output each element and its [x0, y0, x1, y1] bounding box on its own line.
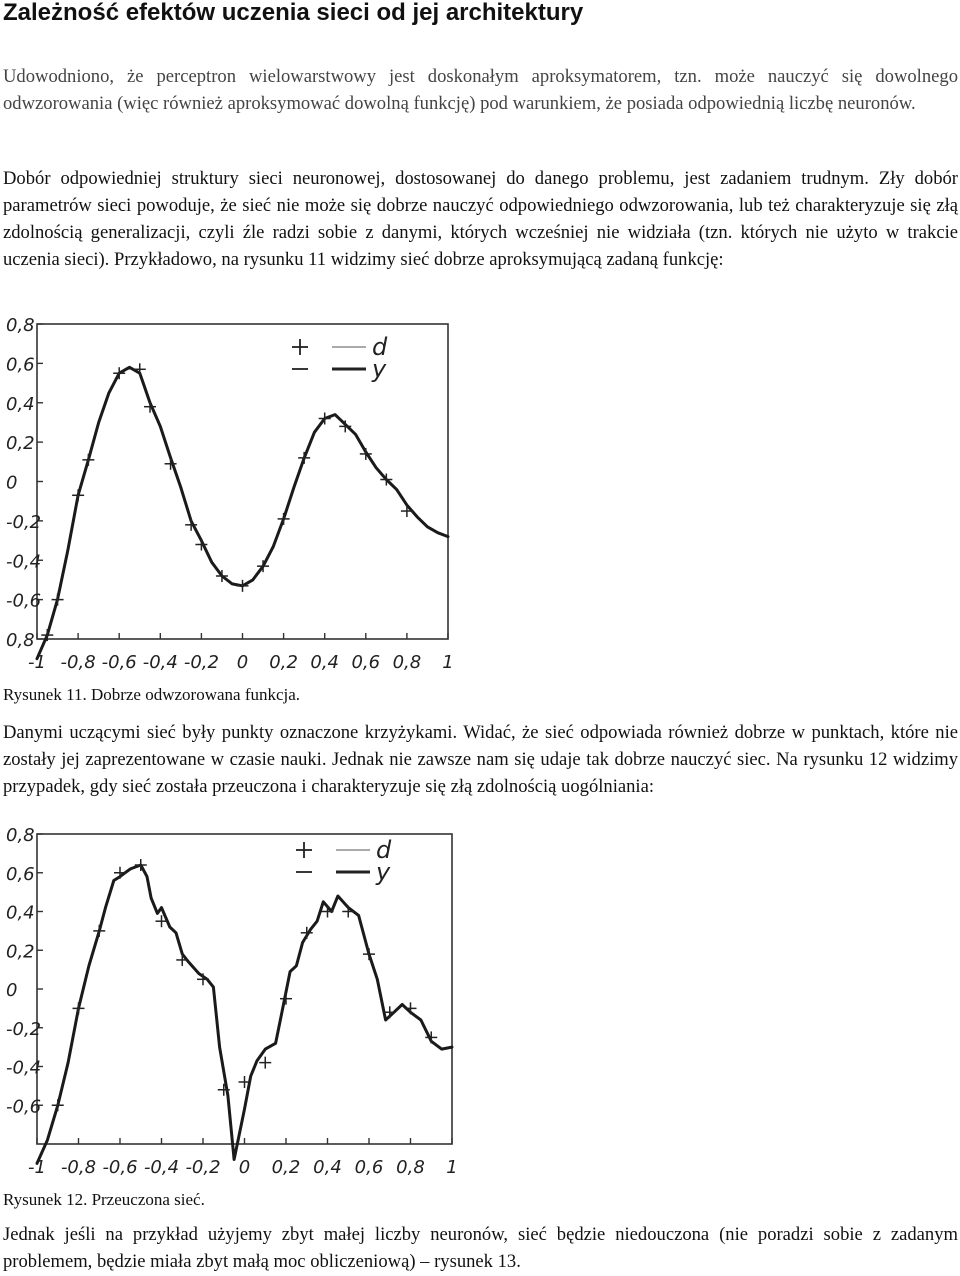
data-point-d [113, 367, 125, 379]
data-point-d [176, 954, 188, 966]
caption-figure-11: Rysunek 11. Dobrze odwzorowana funkcja. [3, 685, 301, 704]
data-point-d [401, 505, 413, 517]
chart-well-fitted-function [0, 306, 470, 678]
data-point-d [259, 1057, 271, 1069]
legend-label-d: d [372, 333, 388, 361]
x-tick-label: 0,4 [313, 1157, 342, 1178]
figure-12 [0, 822, 470, 1184]
data-point-d [52, 594, 64, 606]
x-tick-label: 0,8 [396, 1157, 425, 1178]
legend-label-y: y [376, 858, 391, 886]
series-line-y [37, 367, 448, 658]
x-tick-label: 0,6 [351, 652, 381, 673]
x-tick-label: 0,8 [392, 652, 422, 673]
x-tick-label: -1 [28, 1157, 46, 1178]
x-tick-label: -0,8 [60, 1157, 97, 1178]
data-point-d [72, 489, 84, 501]
x-tick-label: 1 [446, 1157, 458, 1178]
y-tick-label: 0,6 [6, 354, 35, 376]
y-tick-label: 0,8 [6, 630, 35, 651]
y-tick-label: 0,8 [6, 315, 35, 336]
y-tick-label: -0,4 [6, 551, 42, 573]
data-point-d [93, 925, 105, 937]
y-tick-label: 0,2 [6, 433, 35, 455]
paragraph-structure: Dobór odpowiedniej struktury sieci neuronowej, dostosowanej do danego problemu, jest zadaniem trudnym. Zły dobór parametrów sieci powoduje, że sieć nie może się dobrze nauczyć odpowiedniego odwzorowania, lub też charakteryzuje się złą zdolnością generalizacji, czyli źle radzi sobie z danymi, których wcześniej nie widziała (tzn. których nie użyto w trakcie uczenia sieci). Przykładowo, na rysunku 11 widzimy sieć dobrze aproksymującą zadaną funkcję: [3, 168, 958, 270]
y-tick-label: -0,6 [6, 1096, 42, 1118]
x-tick-label: -0,8 [60, 652, 96, 673]
x-tick-label: -0,2 [183, 652, 219, 673]
caption-figure-12: Rysunek 12. Przeuczona sieć. [3, 1190, 205, 1209]
y-tick-label: 0,2 [6, 941, 35, 963]
figure-11 [0, 306, 470, 678]
y-tick-label: 0 [6, 980, 18, 1001]
page-title: Zależność efektów uczenia sieci od jej architektury [3, 0, 584, 26]
data-point-d [237, 580, 249, 592]
legend-label-y: y [372, 355, 387, 383]
paragraph-underfitting: Jednak jeśli na przykład użyjemy zbyt małej liczby neuronów, sieć będzie niedouczona (nie poradzi sobie z zadanym problemem, będzie miała zbyt małą moc obliczeniową) – rysunek 13. [3, 1224, 958, 1272]
y-tick-label: 0,8 [6, 825, 35, 846]
paragraph-intro: Udowodniono, że perceptron wielowarstwowy jest doskonałym aproksymatorem, tzn. może nauczyć się dowolnego odwzorowania (więc również aproksymować dowolną funkcję) pod warunkiem, że posiada odpowiednią liczbę neuronów. [3, 66, 958, 114]
data-point-d [342, 906, 354, 918]
paragraph-training-points: Danymi uczącymi sieć były punkty oznaczone krzyżykami. Widać, że sieć odpowiada również dobrze w punktach, które nie zostały jej zaprezentowane w czasie nauki. Jednak nie zawsze nam się udaje tak dobrze nauczyć siec. Na rysunku 12 widzimy przypadek, gdy sieć została przeuczona i charakteryzuje się złą zdolnością uogólniania: [3, 722, 958, 797]
data-point-d [82, 454, 94, 466]
data-point-d [134, 363, 146, 375]
y-tick-label: 0,6 [6, 863, 35, 885]
x-tick-label: -1 [28, 652, 46, 673]
x-tick-label: 0,6 [354, 1157, 384, 1178]
x-tick-label: 1 [442, 652, 454, 673]
data-point-d [73, 1002, 85, 1014]
y-tick-label: 0,4 [6, 393, 35, 415]
x-tick-label: -0,6 [101, 652, 137, 673]
x-tick-label: -0,4 [143, 1157, 180, 1178]
x-tick-label: 0,4 [310, 652, 340, 673]
x-tick-label: -0,6 [102, 1157, 138, 1178]
data-point-d [52, 1099, 64, 1111]
legend-label-d: d [376, 836, 392, 864]
y-tick-label: -0,2 [6, 1018, 42, 1040]
data-point-d [280, 993, 292, 1005]
data-point-d [405, 1002, 417, 1014]
x-tick-label: 0 [238, 1157, 251, 1178]
x-tick-label: 0,2 [271, 1157, 301, 1178]
x-tick-label: 0,2 [269, 652, 298, 673]
data-point-d [363, 948, 375, 960]
data-point-d [298, 452, 310, 464]
x-tick-label: 0 [236, 652, 249, 673]
y-tick-label: 0 [6, 472, 18, 494]
y-tick-label: -0,2 [6, 511, 42, 533]
y-tick-label: -0,4 [6, 1057, 42, 1079]
data-point-d [135, 859, 147, 871]
y-tick-label: 0,4 [6, 902, 35, 924]
x-tick-label: -0,2 [185, 1157, 221, 1178]
y-tick-label: -0,6 [6, 590, 42, 612]
data-point-d [278, 513, 290, 525]
x-tick-label: -0,4 [142, 652, 178, 673]
data-point-d [114, 867, 126, 879]
chart-overfitted-network [0, 822, 470, 1184]
